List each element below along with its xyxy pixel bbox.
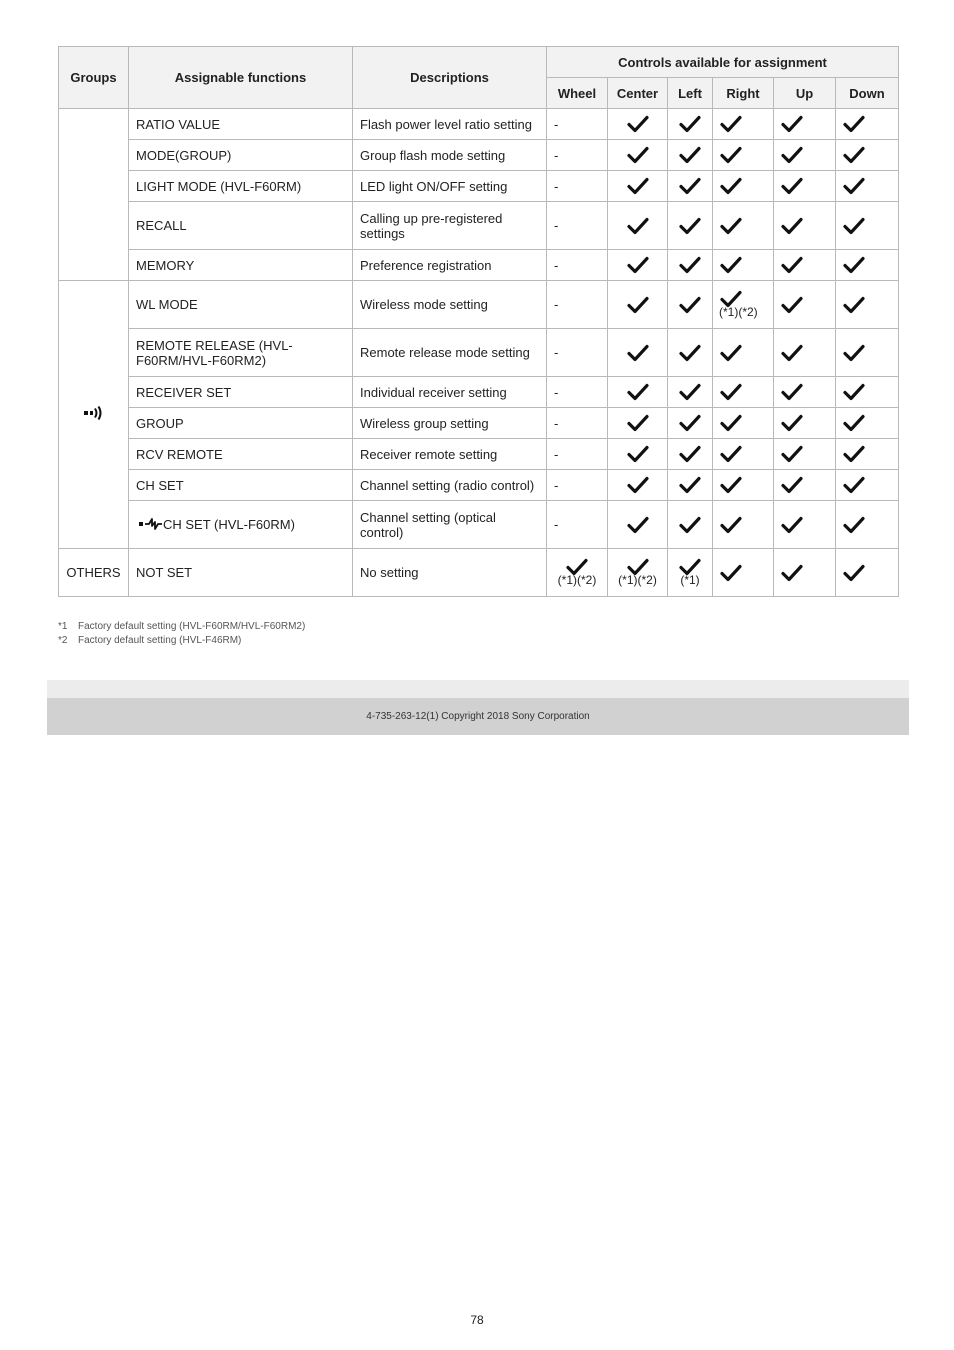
center-check-icon: [608, 250, 668, 281]
description-cell: Channel setting (radio control): [353, 470, 547, 501]
right-check-icon: [713, 109, 774, 140]
up-check-icon: [774, 470, 836, 501]
left-check-icon: [668, 281, 713, 329]
wheel-cell: -: [547, 470, 608, 501]
left-check-icon: [668, 549, 713, 597]
group-cell-wireless: [59, 281, 129, 549]
description-cell: Wireless mode setting: [353, 281, 547, 329]
up-check-icon: [774, 377, 836, 408]
center-check-icon: [608, 202, 668, 250]
right-check-icon: [713, 281, 774, 329]
function-cell: RECEIVER SET: [129, 377, 353, 408]
table-row: [59, 377, 899, 408]
table-row: [59, 250, 899, 281]
header-wheel: Wheel: [547, 78, 608, 109]
default-note: (*1)(*2): [618, 573, 657, 587]
description-cell: Receiver remote setting: [353, 439, 547, 470]
right-check-icon: [713, 501, 774, 549]
table-row: [59, 439, 899, 470]
function-cell: WL MODE: [129, 281, 353, 329]
copyright-footer: 4-735-263-12(1) Copyright 2018 Sony Corporation: [47, 698, 909, 735]
up-check-icon: [774, 171, 836, 202]
function-cell: NOT SET: [129, 549, 353, 597]
center-check-icon: [608, 501, 668, 549]
up-check-icon: [774, 408, 836, 439]
description-cell: Channel setting (optical control): [353, 501, 547, 549]
right-check-icon: [713, 439, 774, 470]
table-row: [59, 171, 899, 202]
left-check-icon: [668, 140, 713, 171]
center-check-icon: [608, 109, 668, 140]
center-check-icon: [608, 140, 668, 171]
header-controls: Controls available for assignment: [547, 47, 899, 78]
wheel-cell: -: [547, 377, 608, 408]
up-check-icon: [774, 501, 836, 549]
wheel-cell: -: [547, 281, 608, 329]
description-cell: LED light ON/OFF setting: [353, 171, 547, 202]
down-check-icon: [836, 109, 899, 140]
footnote-mark: *1: [58, 621, 68, 632]
center-check-icon: [608, 549, 668, 597]
description-cell: Calling up pre-registered settings: [353, 202, 547, 250]
description-cell: Remote release mode setting: [353, 329, 547, 377]
up-check-icon: [774, 329, 836, 377]
function-cell: RATIO VALUE: [129, 109, 353, 140]
header-left: Left: [668, 78, 713, 109]
description-cell: Individual receiver setting: [353, 377, 547, 408]
footnote: [58, 634, 305, 648]
right-check-icon: [713, 329, 774, 377]
table-row: [59, 549, 899, 597]
center-check-icon: [608, 439, 668, 470]
center-check-icon: [608, 281, 668, 329]
function-cell: CH SET: [129, 470, 353, 501]
function-cell: GROUP: [129, 408, 353, 439]
footnote-text: Factory default setting (HVL-F46RM): [78, 635, 242, 646]
right-check-icon: [713, 250, 774, 281]
wireless-radio-icon: [83, 405, 105, 421]
down-check-icon: [836, 439, 899, 470]
default-note: (*1)(*2): [557, 573, 597, 587]
up-check-icon: [774, 549, 836, 597]
wheel-cell: -: [547, 439, 608, 470]
assignment-table: [58, 46, 899, 597]
optical-wireless-icon: [139, 517, 163, 531]
down-check-icon: [836, 470, 899, 501]
center-check-icon: [608, 171, 668, 202]
left-check-icon: [668, 501, 713, 549]
up-check-icon: [774, 250, 836, 281]
footnote-mark: *2: [58, 635, 68, 646]
right-check-icon: [713, 549, 774, 597]
right-check-icon: [713, 171, 774, 202]
footnote: [58, 620, 305, 634]
header-down: Down: [836, 78, 899, 109]
table-row: [59, 329, 899, 377]
description-cell: Group flash mode setting: [353, 140, 547, 171]
wheel-cell: -: [547, 501, 608, 549]
left-check-icon: [668, 109, 713, 140]
page-number: 78: [470, 1313, 484, 1327]
left-check-icon: [668, 329, 713, 377]
center-check-icon: [608, 470, 668, 501]
function-cell: RCV REMOTE: [129, 439, 353, 470]
footnotes: [58, 620, 305, 648]
up-check-icon: [774, 109, 836, 140]
table-row: [59, 140, 899, 171]
left-check-icon: [668, 408, 713, 439]
up-check-icon: [774, 281, 836, 329]
left-check-icon: [668, 202, 713, 250]
function-cell: LIGHT MODE (HVL-F60RM): [129, 171, 353, 202]
description-cell: Flash power level ratio setting: [353, 109, 547, 140]
function-cell: MODE(GROUP): [129, 140, 353, 171]
function-cell: REMOTE RELEASE (HVL-F60RM/HVL-F60RM2): [129, 329, 353, 377]
wheel-cell: -: [547, 250, 608, 281]
description-cell: Preference registration: [353, 250, 547, 281]
footer-band-light: [47, 680, 909, 698]
up-check-icon: [774, 439, 836, 470]
right-check-icon: [713, 470, 774, 501]
header-groups: Groups: [59, 47, 129, 109]
table-row: [59, 408, 899, 439]
header-up: Up: [774, 78, 836, 109]
function-cell: RECALL: [129, 202, 353, 250]
left-check-icon: [668, 439, 713, 470]
footnote-text: Factory default setting (HVL-F60RM/HVL-F60RM2): [78, 621, 306, 632]
right-check-icon: [713, 377, 774, 408]
down-check-icon: [836, 250, 899, 281]
down-check-icon: [836, 377, 899, 408]
left-check-icon: [668, 377, 713, 408]
table-row: [59, 470, 899, 501]
wheel-cell: -: [547, 329, 608, 377]
header-functions: Assignable functions: [129, 47, 353, 109]
default-note: (*1): [680, 573, 700, 587]
down-check-icon: [836, 549, 899, 597]
down-check-icon: [836, 408, 899, 439]
center-check-icon: [608, 329, 668, 377]
wheel-check-icon: [547, 549, 608, 597]
wheel-cell: -: [547, 140, 608, 171]
table-row: [59, 281, 899, 329]
table-row: [59, 109, 899, 140]
left-check-icon: [668, 171, 713, 202]
header-center: Center: [608, 78, 668, 109]
left-check-icon: [668, 470, 713, 501]
header-right: Right: [713, 78, 774, 109]
table-row: [59, 501, 899, 549]
wheel-cell: -: [547, 202, 608, 250]
down-check-icon: [836, 329, 899, 377]
down-check-icon: [836, 501, 899, 549]
wheel-cell: -: [547, 171, 608, 202]
down-check-icon: [836, 171, 899, 202]
function-cell: MEMORY: [129, 250, 353, 281]
center-check-icon: [608, 377, 668, 408]
function-cell: [129, 501, 353, 549]
center-check-icon: [608, 408, 668, 439]
description-cell: Wireless group setting: [353, 408, 547, 439]
group-cell-others: OTHERS: [59, 549, 129, 597]
header-descriptions: Descriptions: [353, 47, 547, 109]
left-check-icon: [668, 250, 713, 281]
down-check-icon: [836, 140, 899, 171]
group-cell-blank: [59, 109, 129, 281]
right-check-icon: [713, 202, 774, 250]
default-note: (*1)(*2): [719, 305, 758, 319]
up-check-icon: [774, 202, 836, 250]
wheel-cell: -: [547, 408, 608, 439]
wheel-cell: -: [547, 109, 608, 140]
up-check-icon: [774, 140, 836, 171]
right-check-icon: [713, 140, 774, 171]
down-check-icon: [836, 281, 899, 329]
right-check-icon: [713, 408, 774, 439]
table-row: [59, 202, 899, 250]
description-cell: No setting: [353, 549, 547, 597]
down-check-icon: [836, 202, 899, 250]
function-label: CH SET (HVL-F60RM): [163, 517, 295, 532]
